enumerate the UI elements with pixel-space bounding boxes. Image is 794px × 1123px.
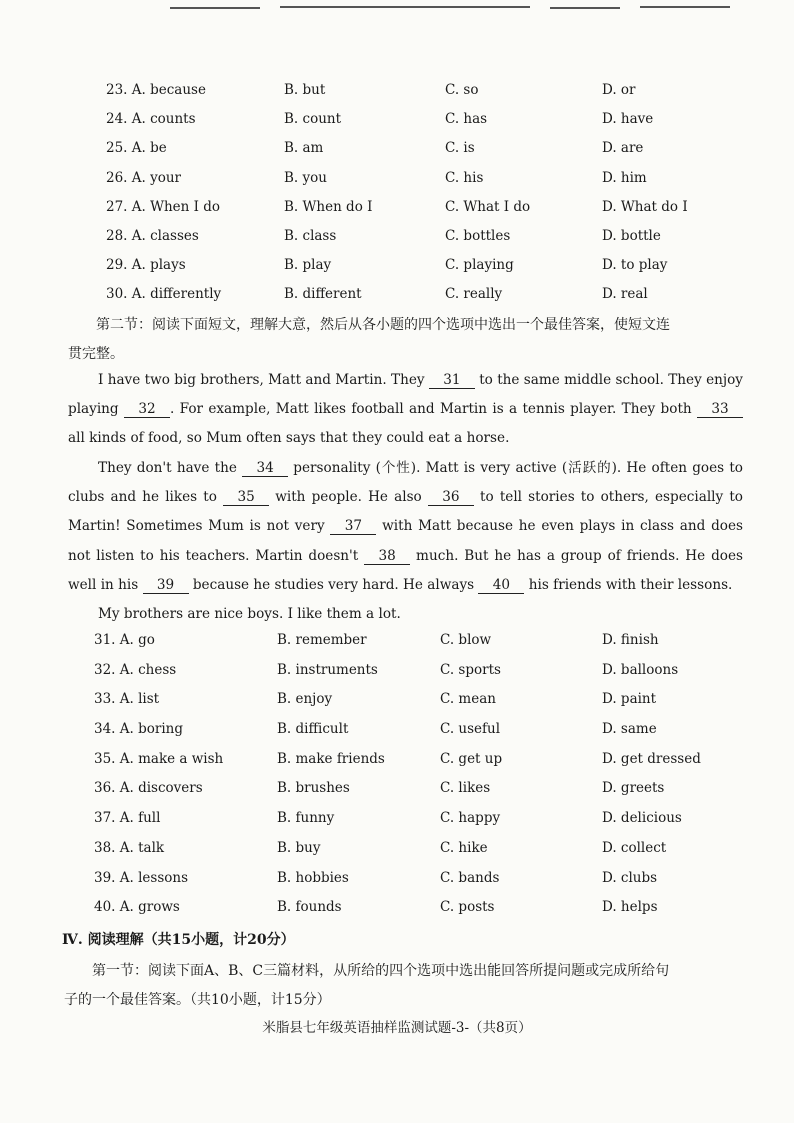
option-a: 37. A. full	[94, 810, 161, 827]
option-d: D. get dressed	[602, 750, 701, 767]
option-d: D. balloons	[602, 661, 679, 678]
option-d: D. real	[602, 286, 648, 303]
passage-text: personality (个性). Matt is very active (活跃的). He often goes to clubs and he likes to	[68, 460, 743, 506]
passage-paragraph-3	[68, 600, 743, 629]
passage-text: to the same middle school. They enjoy playing	[68, 372, 743, 418]
passage-paragraph-2	[68, 454, 743, 600]
option-b: B. remember	[277, 632, 367, 648]
option-a: 27. A. When I do	[106, 198, 221, 215]
blank-35: 35	[223, 489, 269, 506]
options-23-30	[0, 82, 794, 316]
option-b: B. When do I	[284, 198, 373, 215]
blank-34: 34	[242, 460, 288, 477]
option-a: 23. A. because	[106, 82, 206, 98]
option-b: B. enjoy	[277, 691, 333, 708]
passage-text: I have two big brothers, Matt and Martin. They	[98, 372, 429, 388]
option-c: C. has	[445, 111, 488, 128]
passage-text: . For example, Matt likes football and Martin is a tennis player. They both	[169, 401, 697, 418]
option-a: 39. A. lessons	[94, 869, 189, 886]
option-a: 31. A. go	[94, 632, 155, 648]
option-d: D. to play	[602, 257, 668, 274]
option-c: C. really	[445, 286, 503, 303]
option-b: B. make friends	[277, 750, 385, 767]
question-row-39	[0, 870, 794, 900]
option-b: B. different	[284, 286, 362, 303]
question-row-38	[0, 840, 794, 870]
option-d: D. greets	[602, 780, 665, 797]
question-row-35	[0, 751, 794, 781]
question-row-27	[0, 199, 794, 228]
option-b: B. am	[284, 140, 324, 157]
option-c: C. playing	[445, 257, 514, 274]
question-row-32	[0, 662, 794, 692]
part4-title: Ⅳ. 阅读理解（共15小题，计20分）	[62, 932, 295, 948]
question-row-37	[0, 810, 794, 840]
option-c: C. blow	[440, 632, 492, 648]
section2-heading-cont	[68, 340, 124, 369]
blank-38: 38	[364, 548, 410, 565]
option-d: D. are	[602, 140, 644, 157]
option-a: 36. A. discovers	[94, 780, 203, 797]
passage-text: much. But he has a group of friends. He does well in his	[68, 547, 744, 593]
blank-31: 31	[429, 372, 475, 389]
option-b: B. hobbies	[277, 869, 349, 886]
question-row-34	[0, 721, 794, 751]
option-c: C. is	[445, 140, 475, 157]
option-a: 28. A. classes	[106, 227, 199, 244]
option-d: D. paint	[602, 691, 657, 708]
option-c: C. his	[445, 169, 484, 186]
option-a: 29. A. plays	[106, 257, 186, 274]
option-c: C. get up	[440, 750, 503, 767]
option-c: C. sports	[440, 661, 501, 678]
blank-36: 36	[428, 489, 474, 506]
option-a: 32. A. chess	[94, 661, 177, 678]
option-d: D. same	[602, 721, 657, 738]
option-b: B. instruments	[277, 661, 378, 678]
section2-heading	[96, 311, 756, 340]
section2-heading-line2: 贯完整。	[68, 346, 124, 362]
option-a: 35. A. make a wish	[94, 750, 224, 767]
option-d: D. helps	[602, 899, 658, 916]
question-row-33	[0, 691, 794, 721]
question-row-24	[0, 111, 794, 140]
option-a: 34. A. boring	[94, 721, 183, 738]
option-d: D. have	[602, 111, 654, 128]
option-b: B. difficult	[277, 721, 349, 738]
option-c: C. so	[445, 82, 479, 98]
part4-section1-line1: 第一节：阅读下面A、B、C三篇材料，从所给的四个选项中选出能回答所提问题或完成所给句	[92, 963, 670, 979]
footer-text: 米脂县七年级英语抽样监测试题-3-（共8页）	[262, 1020, 532, 1036]
option-d: D. him	[602, 169, 647, 186]
question-row-36	[0, 780, 794, 810]
question-row-31	[0, 632, 794, 662]
passage-text: his friends with their lessons.	[524, 576, 733, 593]
passage-text: with Matt because he even plays in class and does not listen to his teachers. Martin doesn't	[68, 518, 743, 564]
passage-text: with people. He also	[269, 489, 428, 506]
blank-37: 37	[330, 518, 376, 535]
blank-39: 39	[143, 577, 189, 594]
passage-text: to tell stories to others, especially to Martin! Sometimes Mum is not very	[68, 489, 743, 535]
option-b: B. but	[284, 82, 326, 98]
question-row-28	[0, 228, 794, 257]
option-b: B. count	[284, 111, 342, 128]
option-d: D. clubs	[602, 869, 658, 886]
part4-section1-instructions	[64, 957, 754, 1015]
option-d: D. delicious	[602, 810, 682, 827]
passage-paragraph-1	[68, 366, 743, 454]
blank-33: 33	[697, 401, 743, 418]
question-row-26	[0, 170, 794, 199]
option-c: C. bands	[440, 869, 500, 886]
option-c: C. mean	[440, 691, 496, 708]
option-d: D. or	[602, 82, 636, 98]
options-31-40	[0, 632, 794, 929]
option-c: C. useful	[440, 721, 501, 738]
option-a: 30. A. differently	[106, 286, 222, 303]
option-c: C. bottles	[445, 227, 511, 244]
passage-text: because he studies very hard. He always	[188, 576, 479, 593]
option-b: B. you	[284, 169, 327, 186]
scan-header-rule	[170, 6, 730, 10]
option-a: 38. A. talk	[94, 839, 165, 856]
section2-heading-line1: 第二节：阅读下面短文，理解大意，然后从各小题的四个选项中选出一个最佳答案，使短文连	[96, 317, 670, 333]
part4-heading	[62, 926, 295, 955]
option-d: D. finish	[602, 632, 659, 648]
option-a: 24. A. counts	[106, 111, 196, 128]
option-c: C. hike	[440, 839, 488, 856]
option-d: D. collect	[602, 839, 667, 856]
option-d: D. bottle	[602, 227, 661, 244]
option-c: C. What I do	[445, 198, 531, 215]
passage-text: My brothers are nice boys. I like them a lot.	[98, 606, 401, 622]
question-row-23	[0, 82, 794, 111]
option-b: B. play	[284, 257, 332, 274]
question-row-25	[0, 140, 794, 169]
option-b: B. funny	[277, 810, 335, 827]
part4-section1-line2: 子的一个最佳答案。（共10小题，计15分）	[64, 992, 331, 1008]
option-d: D. What do I	[602, 198, 688, 215]
option-a: 25. A. be	[106, 140, 167, 157]
option-c: C. posts	[440, 899, 495, 916]
blank-40: 40	[478, 577, 524, 594]
option-a: 26. A. your	[106, 169, 181, 186]
option-b: B. buy	[277, 839, 321, 856]
option-a: 33. A. list	[94, 691, 160, 708]
option-c: C. happy	[440, 810, 501, 827]
option-b: B. brushes	[277, 780, 350, 797]
question-row-29	[0, 257, 794, 286]
blank-32: 32	[124, 401, 170, 418]
option-b: B. founds	[277, 899, 342, 916]
passage-text: They don't have the	[98, 460, 243, 476]
option-c: C. likes	[440, 780, 491, 797]
option-a: 40. A. grows	[94, 899, 180, 916]
question-row-40	[0, 899, 794, 929]
passage-text: all kinds of food, so Mum often says that they could eat a horse.	[68, 430, 510, 447]
page-footer	[0, 1016, 794, 1036]
option-b: B. class	[284, 227, 337, 244]
